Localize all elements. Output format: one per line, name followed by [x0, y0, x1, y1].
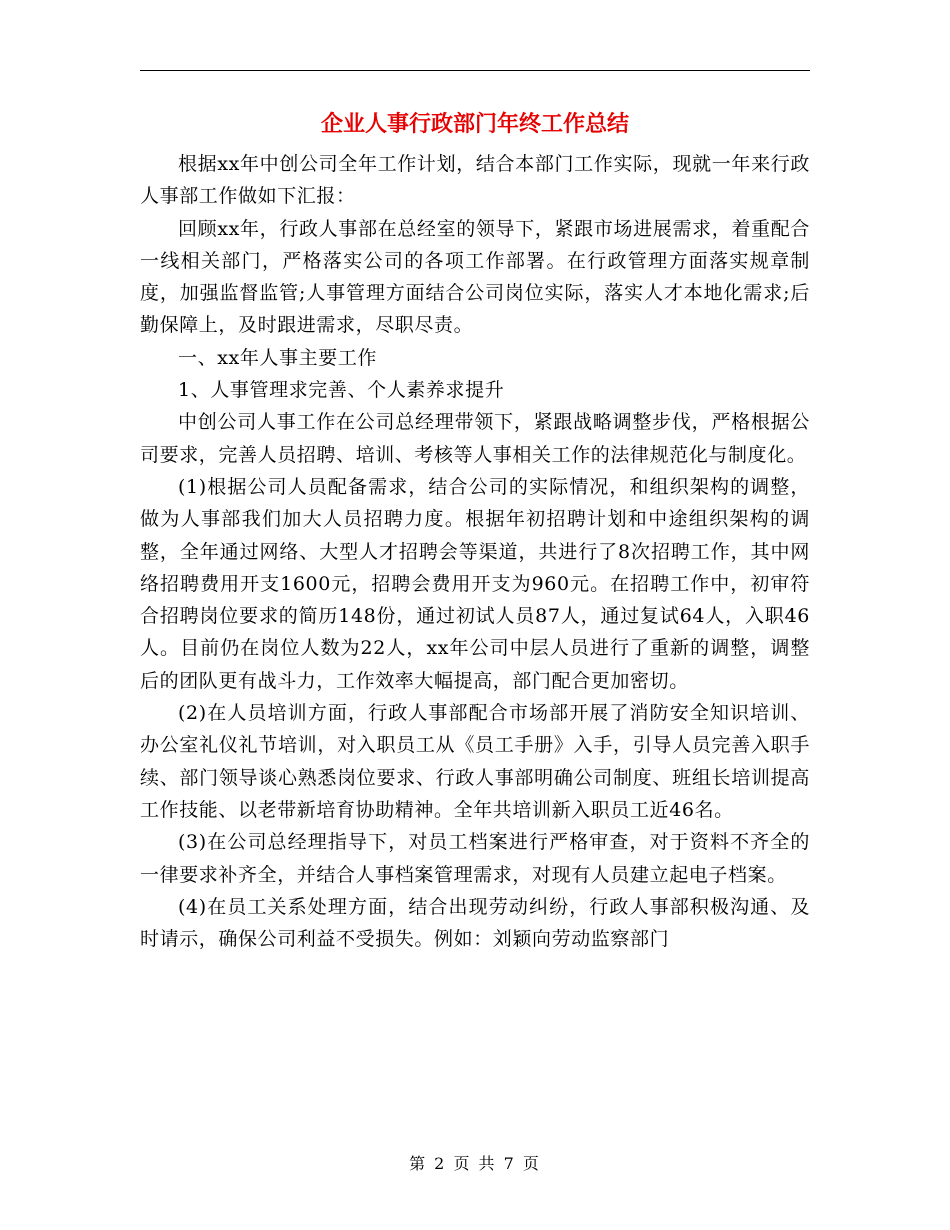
paragraph-employee-relations: (4)在员工关系处理方面，结合出现劳动纠纷，行政人事部积极沟通、及时请示，确保公司利益不受损失。例如：刘颖向劳动监察部门 [140, 895, 810, 951]
section-heading: 一、xx年人事主要工作 [178, 346, 378, 369]
paragraph-hr-overview: 中创公司人事工作在公司总经理带领下，紧跟战略调整步伐，严格根据公司要求，完善人员招聘、培训、考核等人事相关工作的法律规范化与制度化。 [140, 411, 810, 466]
document-title: 企业人事行政部门年终工作总结 [320, 112, 629, 137]
paragraph-training: (2)在人员培训方面，行政人事部配合市场部开展了消防安全知识培训、办公室礼仪礼节培训，对入职员工从《员工手册》入手，引导人员完善入职手续、部门领导谈心熟悉岗位要求、行政人事部明确公司制度、班组长培训提高工作技能、以老带新培育协助精神。全年共培训新入职员工近46名。 [140, 702, 810, 821]
header-rule [140, 70, 810, 71]
page-footer: 第 2 页 共 7 页 [409, 1154, 541, 1173]
paragraph-recruitment: (1)根据公司人员配备需求，结合公司的实际情况，和组织架构的调整，做为人事部我们加大人员招聘力度。根据年初招聘计划和中途组织架构的调整，全年通过网络、大型人才招聘会等渠道，共进行了8次招聘工作，其中网络招聘费用开支1600元，招聘会费用开支为960元。在招聘工作中，初审符合招聘岗位要求的简历148份，通过初试人员87人，通过复试64人，入职46人。目前仍在岗位人数为22人，xx年公司中层人员进行了重新的调整，调整后的团队更有战斗力，工作效率大幅提高，部门配合更加密切。 [140, 475, 810, 692]
document-body [140, 148, 810, 955]
subsection-heading: 1、人事管理求完善、个人素养求提升 [178, 379, 505, 402]
paragraph-intro: 根据xx年中创公司全年工作计划，结合本部门工作实际，现就一年来行政人事部工作做如下汇报： [140, 153, 810, 208]
paragraph-review: 回顾xx年，行政人事部在总经室的领导下，紧跟市场进展需求，着重配合一线相关部门，严格落实公司的各项工作部署。在行政管理方面落实规章制度，加强监督监管;人事管理方面结合公司岗位实际，落实人才本地化需求;后勤保障上，及时跟进需求，尽职尽责。 [140, 217, 810, 337]
paragraph-archives: (3)在公司总经理指导下，对员工档案进行严格审查，对于资料不齐全的一律要求补齐全，并结合人事档案管理需求，对现有人员建立起电子档案。 [140, 831, 810, 886]
